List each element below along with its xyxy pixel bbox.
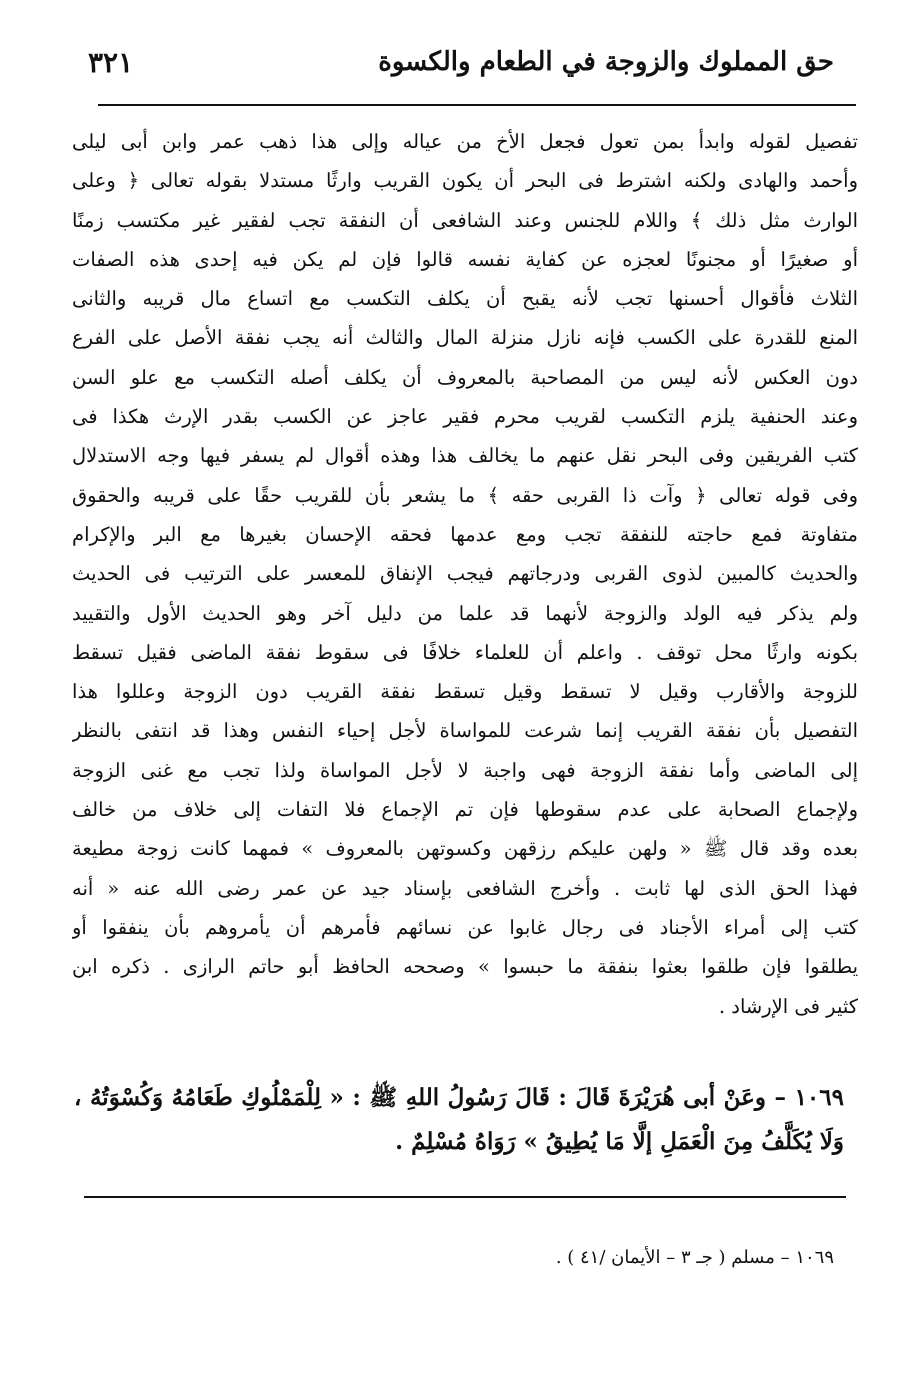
text-line: فهذا الحق الذى لها ثابت . وأخرج الشافعى بإسناد جيد عن عمر رضى الله عنه « أنه (72, 876, 858, 900)
text-line: التفصيل بأن نفقة القريب إنما شرعت للمواساة لأجل إحياء النفس وهذا قد انتفى بالنظر (72, 719, 858, 743)
text-line: بكونه وارثًا محل توقف . واعلم أن للعلماء خلافًا فى سقوط نفقة الماضى فقيل تسقط (72, 640, 858, 664)
text-line: كتب إلى أمراء الأجناد فى رجال غابوا عن نسائهم فأمرهم أن يأمروهم بأن ينفقوا أو (72, 915, 858, 939)
text-line: أو صغيرًا أو مجنونًا لعجزه عن كفاية نفسه قالوا فإن لم يكن فيه إحدى هذه الصفات (72, 247, 858, 271)
text-line: المنع للقدرة على الكسب فإنه نازل منزلة المال والثالث أنه يجب نفقة الأصل على الفرع (72, 326, 858, 350)
running-title: حق المملوك والزوجة في الطعام والكسوة (378, 47, 834, 77)
commentary-text (72, 122, 858, 1026)
text-line: وفى قوله تعالى ﴿ وآت ذا القربى حقه ﴾ ما يشعر بأن للقريب حقًا على قريبه والحقوق (72, 483, 858, 507)
hadith-line: وَلَا يُكَلَّفُ مِنَ الْعَمَلِ إلَّا مَا يُطِيقُ » رَوَاهُ مُسْلِمٌ . (395, 1128, 844, 1155)
hadith-text (74, 1076, 844, 1164)
text-line: يطلقوا فإن طلقوا بعثوا بنفقة ما حبسوا » وصححه الحافظ أبو حاتم الرازى . ذكره ابن (72, 955, 858, 979)
text-line: كثير فى الإرشاد . (718, 994, 858, 1018)
text-line: كتب الفريقين وفى البحر نقل عنهم ما يخالف هذا وهذه أقوال لم يسفر فيها وجه الاستدلال (72, 444, 858, 468)
text-line: وعند الحنفية يلزم التكسب لقريب محرم فقير عاجز عن الكسب بقدر الإرث هكذا فى (72, 405, 858, 429)
text-line: وأحمد والهادى ولكنه اشترط فى البحر أن يكون القريب وارثًا مستدلا بقوله تعالى ﴿ وعلى (72, 169, 858, 193)
text-line: الوارث مثل ذلك ﴾ واللام للجنس وعند الشافعى أن النفقة تجب لفقير غير مكتسب زمنًا (72, 208, 858, 232)
footnote: ١٠٦٩ – مسلم ( جـ ٣ – الأيمان /٤١ ) . (555, 1247, 834, 1268)
text-line: متفاوتة فمع حاجته للنفقة تجب ومع عدمها فحقه الإحسان بغيرها مع البر والإكرام (72, 522, 858, 546)
text-line: ولإجماع الصحابة على عدم سقوطها فإن تم الإجماع فلا التفات إلى خلاف من خالف (72, 798, 858, 822)
text-line: دون العكس لأنه ليس من المصاحبة بالمعروف أن يكلف أصله التكسب مع علو السن (72, 365, 858, 389)
header-divider (98, 104, 856, 106)
text-line: إلى الماضى وأما نفقة الزوجة فهى واجبة لا لأجل المواساة ولذا تجب مع غنى الزوجة (72, 758, 858, 782)
text-line: للزوجة والأقارب وقيل لا تسقط وقيل تسقط نفقة القريب دون الزوجة وعللوا هذا (72, 680, 858, 704)
text-line: ولم يذكر فيه الولد والزوجة لأنهما قد علما من دليل آخر وهو الحديث الأول والتقييد (72, 601, 858, 625)
text-line: تفصيل لقوله وابدأ بمن تعول فجعل الأخ من عياله وإلى هذا ذهب عمر وابن أبى ليلى (72, 130, 858, 153)
text-line: الثلاث فأقوال أحسنها تجب لأنه يقبح أن يكلف التكسب مع اتساع مال قريبه والثانى (72, 287, 858, 311)
text-line: والحديث كالمبين لذوى القربى ودرجاتهم فيجب الإنفاق للمعسر على الترتيب فى الحديث (72, 562, 858, 586)
text-line: بعده وقد قال ﷺ « ولهن عليكم رزقهن وكسوتهن بالمعروف » فمهما كانت زوجة مطيعة (72, 837, 858, 861)
footnote-divider (84, 1196, 846, 1198)
page-header (88, 40, 834, 84)
hadith-line: ١٠٦٩ – وعَنْ أبى هُرَيْرَةَ قَالَ : قَالَ رَسُولُ اللهِ ﷺ : « لِلْمَمْلُوكِ طَعَامُهُ وَكُسْوَتُهُ ، (74, 1084, 844, 1111)
page-number: ٣٢١ (88, 45, 134, 79)
